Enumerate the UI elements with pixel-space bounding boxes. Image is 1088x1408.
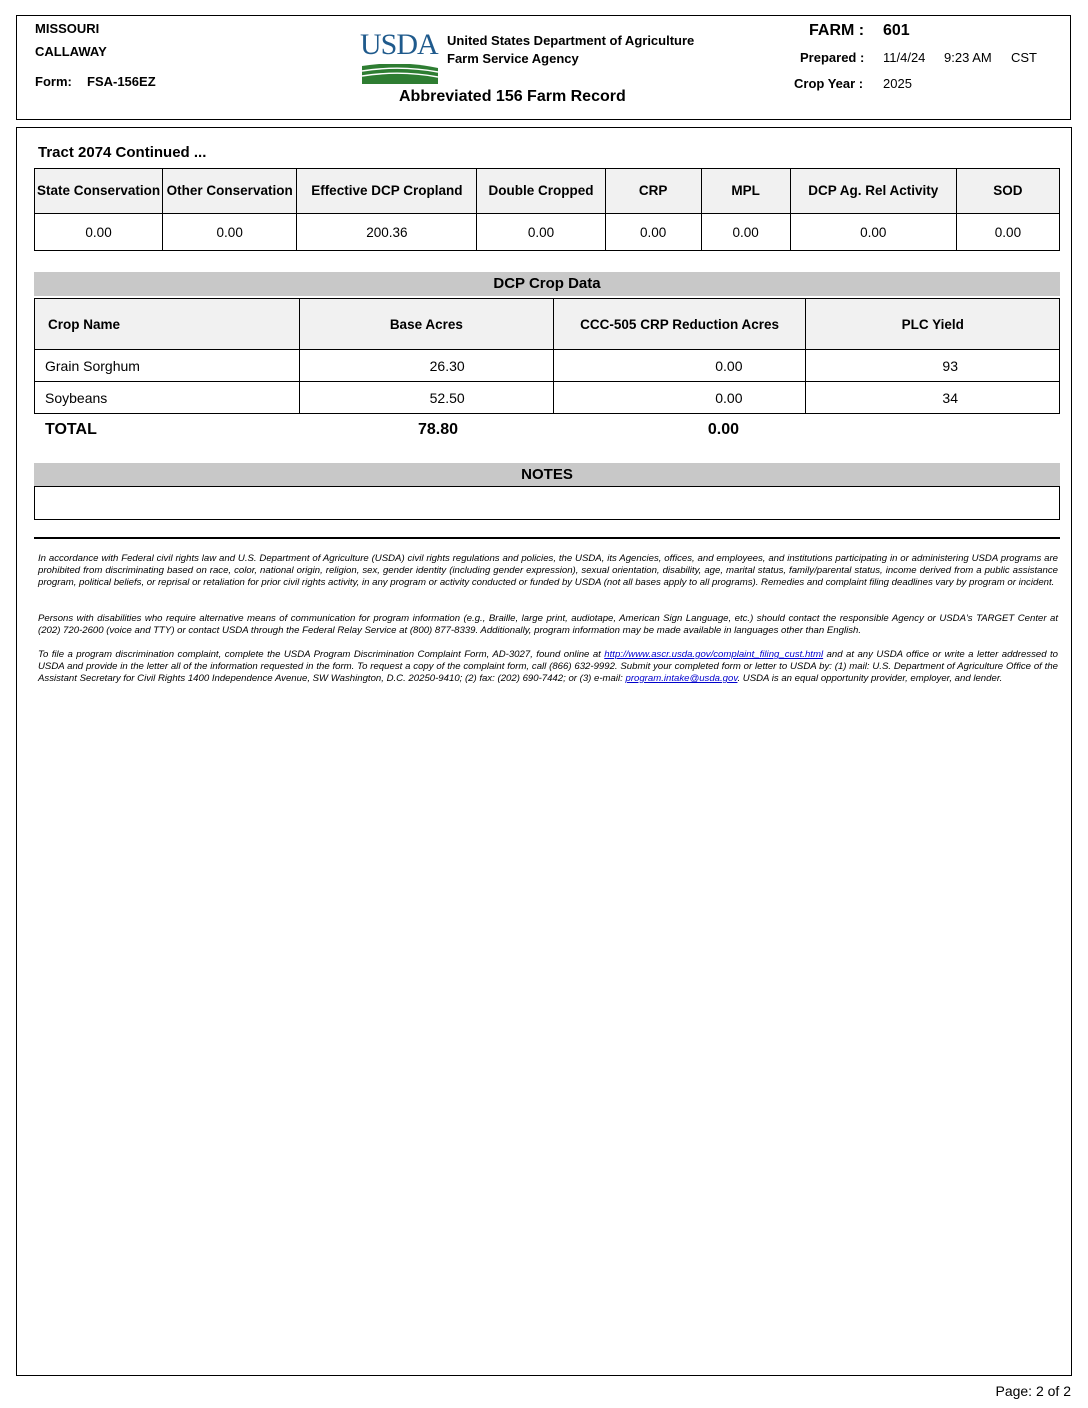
- total-reduction-acres: 0.00: [707, 421, 739, 438]
- total-label: TOTAL: [45, 421, 97, 438]
- form-label: Form:: [35, 74, 72, 89]
- complaint-form-link[interactable]: http://www.ascr.usda.gov/complaint_filing_cust.html: [604, 649, 824, 660]
- agency-name: United States Department of Agriculture: [447, 33, 695, 48]
- farm-label: FARM :: [809, 22, 865, 39]
- plc-yield-cell: 34: [806, 382, 1060, 414]
- tract-col-header: Double Cropped: [477, 169, 605, 214]
- usda-logo-text: USDA: [360, 28, 438, 61]
- reduction-acres-cell: 0.00: [553, 382, 806, 414]
- tract-col-header: DCP Ag. Rel Activity: [790, 169, 956, 214]
- accessibility-statement: Persons with disabilities who require alternative means of communication for program information (e.g., Braille, large print, audiotape, American Sign Language, etc.) should contact the responsible Agency or USDA's TARGET Center at (202) 720-2600 (voice and TTY) or contact USDA through the Federal Relay Service at (800) 877-8339. Additionally, program information may be made available in languages other than English.: [38, 613, 1058, 636]
- prepared-time: 9:23 AM: [944, 50, 992, 65]
- notes-section-title: NOTES: [34, 463, 1060, 486]
- crop-year-value: 2025: [883, 76, 912, 91]
- usda-logo-hills-icon: [362, 64, 438, 84]
- dcp-col-header: Crop Name: [35, 299, 300, 350]
- dcp-col-header: Base Acres: [300, 299, 554, 350]
- form-number: FSA-156EZ: [87, 74, 156, 89]
- farm-number: 601: [883, 22, 910, 39]
- state-name: MISSOURI: [35, 21, 100, 36]
- complaint-text: To file a program discrimination complaint, complete the USDA Program Discrimination Complaint Form, AD-3027, found online at: [38, 649, 605, 660]
- table-row: [35, 382, 1060, 414]
- tract-value-cell: 0.00: [477, 214, 605, 251]
- reduction-acres-cell: 0.00: [553, 350, 806, 382]
- prepared-label: Prepared :: [800, 50, 865, 65]
- tract-value-cell: 0.00: [35, 214, 163, 251]
- dcp-crop-table: [34, 298, 1060, 414]
- notes-box: [34, 486, 1060, 520]
- page-number: Page: 2 of 2: [995, 1383, 1071, 1399]
- usda-logo: [360, 29, 438, 85]
- base-acres-cell: 52.50: [300, 382, 554, 414]
- tract-col-header: Effective DCP Cropland: [297, 169, 477, 214]
- tract-col-header: Other Conservation: [163, 169, 297, 214]
- tract-col-header: MPL: [701, 169, 790, 214]
- tract-value-cell: 0.00: [163, 214, 297, 251]
- nondiscrimination-statement: In accordance with Federal civil rights law and U.S. Department of Agriculture (USDA) civil rights regulations and policies, the USDA, its Agencies, offices, and employees, and institutions participating in or administering USDA programs are prohibited from discriminating based on race, color, national origin, religion, sex, gender identity (including gender expression), sexual orientation, disability, age, marital status, family/parental status, income derived from a public assistance program, political beliefs, or reprisal or retaliation for prior civil rights activity, in any program or activity conducted or funded by USDA (not all bases apply to all programs). Remedies and complaint filing deadlines vary by program or incident.: [38, 553, 1058, 588]
- tract-value-cell: 0.00: [701, 214, 790, 251]
- crop-name-cell: Soybeans: [35, 382, 300, 414]
- document-title: Abbreviated 156 Farm Record: [399, 88, 626, 105]
- plc-yield-cell: 93: [806, 350, 1060, 382]
- base-acres-cell: 26.30: [300, 350, 554, 382]
- program-intake-email-link[interactable]: program.intake@usda.gov: [625, 673, 738, 684]
- tract-title: Tract 2074 Continued ...: [38, 144, 207, 161]
- tract-value-cell: 0.00: [605, 214, 701, 251]
- dcp-section-title: DCP Crop Data: [34, 272, 1060, 296]
- crop-year-label: Crop Year :: [794, 76, 864, 91]
- tract-value-cell: 0.00: [956, 214, 1059, 251]
- complaint-text: and at any USDA office or write a letter addressed to USDA and provide in the letter all of the information requested in the form. To request a copy of the complaint form, call (866) 632-9992. Submit your completed form or letter to USDA by: (1) mail: U.S. Department of Agriculture Office of the Assistant Secretary for Civil Rights 1400 Independence Avenue, SW Washington, D.C. 20250-9410; (2) fax: (202) 690-7442; or (3) e-mail:: [38, 649, 1058, 684]
- tract-col-header: CRP: [605, 169, 701, 214]
- dcp-col-header: CCC-505 CRP Reduction Acres: [553, 299, 806, 350]
- total-base-acres: 78.80: [417, 421, 458, 438]
- agency-subname: Farm Service Agency: [447, 51, 579, 66]
- tract-col-header: State Conservation: [35, 169, 163, 214]
- divider: [34, 537, 1060, 539]
- dcp-col-header: PLC Yield: [806, 299, 1060, 350]
- prepared-date: 11/4/24: [883, 50, 926, 65]
- complaint-text: . USDA is an equal opportunity provider, employer, and lender.: [737, 673, 1003, 684]
- tract-value-row: [35, 214, 1060, 251]
- dcp-header-row: [35, 299, 1060, 350]
- crop-name-cell: Grain Sorghum: [35, 350, 300, 382]
- prepared-timezone: CST: [1011, 50, 1037, 65]
- tract-header-row: [35, 169, 1060, 214]
- tract-value-cell: 200.36: [297, 214, 477, 251]
- tract-value-cell: 0.00: [790, 214, 956, 251]
- table-row: [35, 350, 1060, 382]
- complaint-statement: [38, 649, 1058, 685]
- county-name: CALLAWAY: [35, 44, 107, 59]
- tract-col-header: SOD: [956, 169, 1059, 214]
- tract-table: [34, 168, 1060, 251]
